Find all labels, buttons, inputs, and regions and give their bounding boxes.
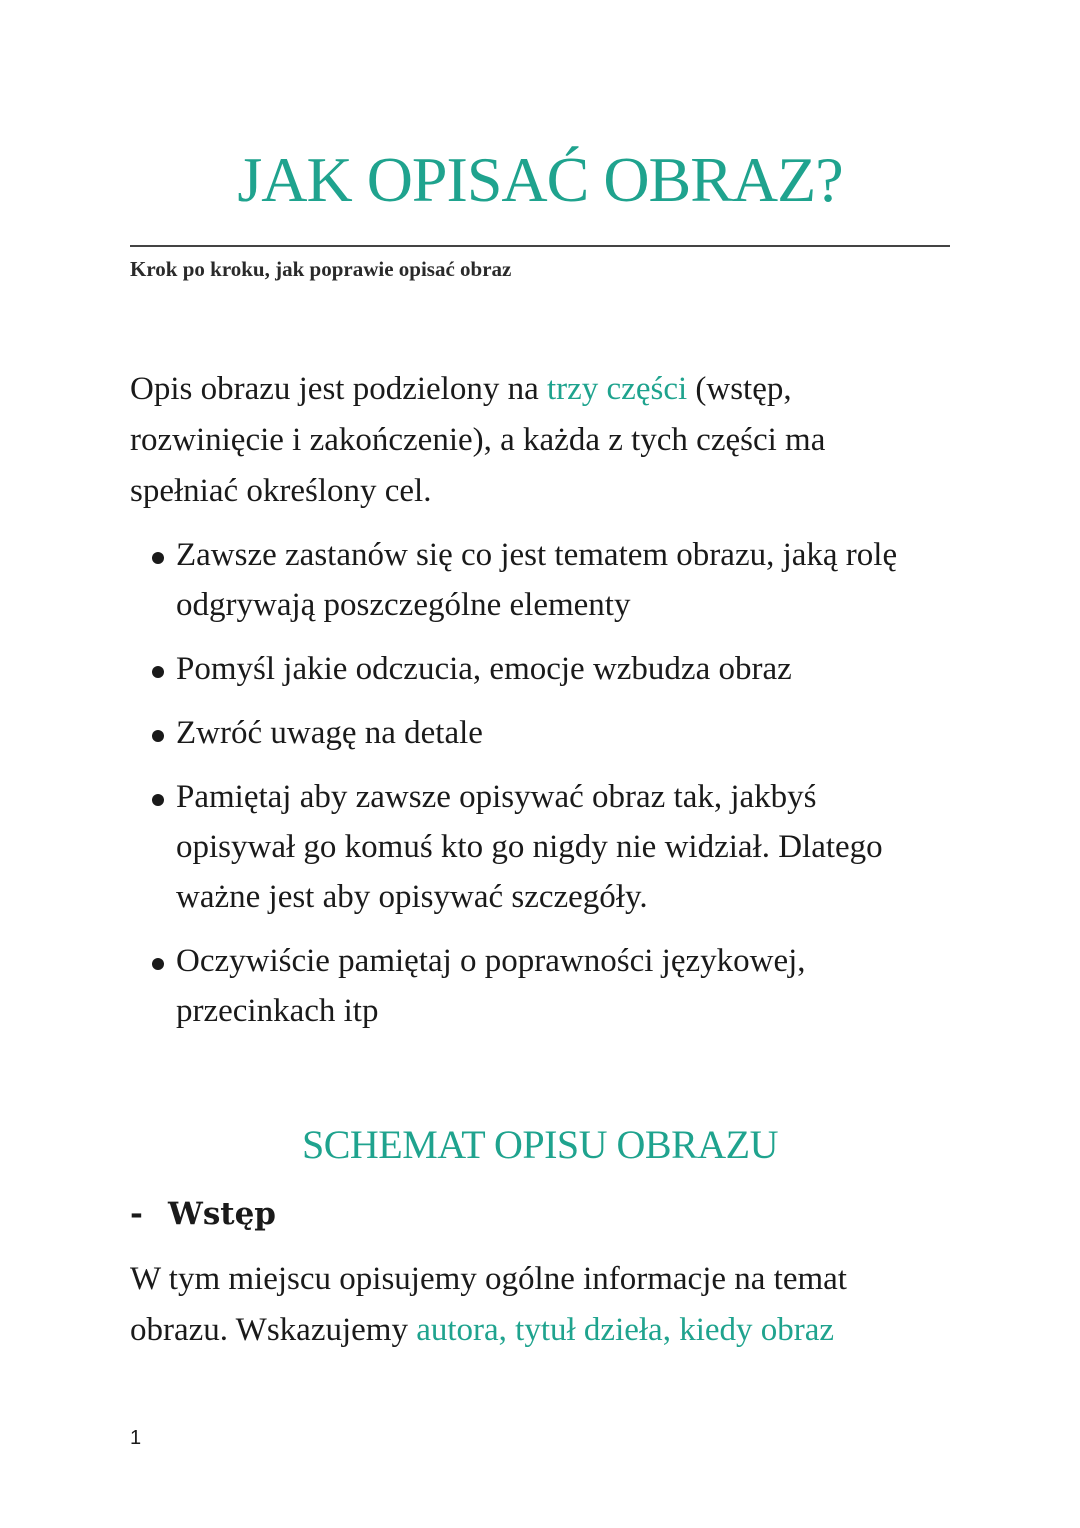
subheading-label: Wstęp	[168, 1196, 276, 1232]
document-subtitle: Krok po kroku, jak poprawie opisać obraz	[130, 257, 512, 281]
bullet-icon	[152, 794, 164, 806]
list-item	[130, 708, 940, 758]
bullet-icon	[152, 666, 164, 678]
intro-section-paragraph	[130, 1254, 940, 1356]
bullet-icon	[152, 730, 164, 742]
page-number: 1	[130, 1427, 142, 1449]
subheading-dash: -	[130, 1196, 143, 1232]
bullet-icon	[152, 552, 164, 564]
intro-paragraph	[130, 364, 940, 517]
list-item	[130, 530, 940, 630]
tips-list	[130, 530, 940, 1050]
intro-highlight: trzy części	[546, 371, 688, 407]
list-item-text: Pamiętaj aby zawsze opisywać obraz tak, jakbyś opisywał go komuś kto go nigdy nie widział. Dlatego ważne jest aby opisywać szczegóły.	[176, 779, 883, 915]
intro-text-before: Opis obrazu jest podzielony na	[130, 371, 547, 407]
list-item	[130, 772, 940, 922]
list-item-text: Pomyśl jakie odczucia, emocje wzbudza obraz	[176, 651, 792, 687]
list-item-text: Oczywiście pamiętaj o poprawności językowej, przecinkach itp	[176, 943, 806, 1029]
list-item	[130, 936, 940, 1036]
intro-text-after: (wstęp, rozwinięcie i zakończenie), a każda z tych części ma spełniać określony cel.	[130, 371, 826, 509]
bullet-icon	[152, 958, 164, 970]
list-item	[130, 644, 940, 694]
list-item-text: Zawsze zastanów się co jest tematem obrazu, jaką rolę odgrywają poszczególne elementy	[176, 537, 898, 623]
title-divider	[130, 245, 950, 247]
body-text-before: W tym miejscu opisujemy ogólne informacje na temat obrazu. Wskazujemy	[130, 1261, 847, 1348]
section-title: SCHEMAT OPISU OBRAZU	[301, 1122, 778, 1167]
list-item-text: Zwróć uwagę na detale	[176, 715, 483, 751]
document-title: JAK OPISAĆ OBRAZ?	[237, 144, 843, 215]
body-highlight: autora, tytuł dzieła, kiedy obraz	[416, 1312, 835, 1348]
subheading-intro	[130, 1190, 276, 1238]
